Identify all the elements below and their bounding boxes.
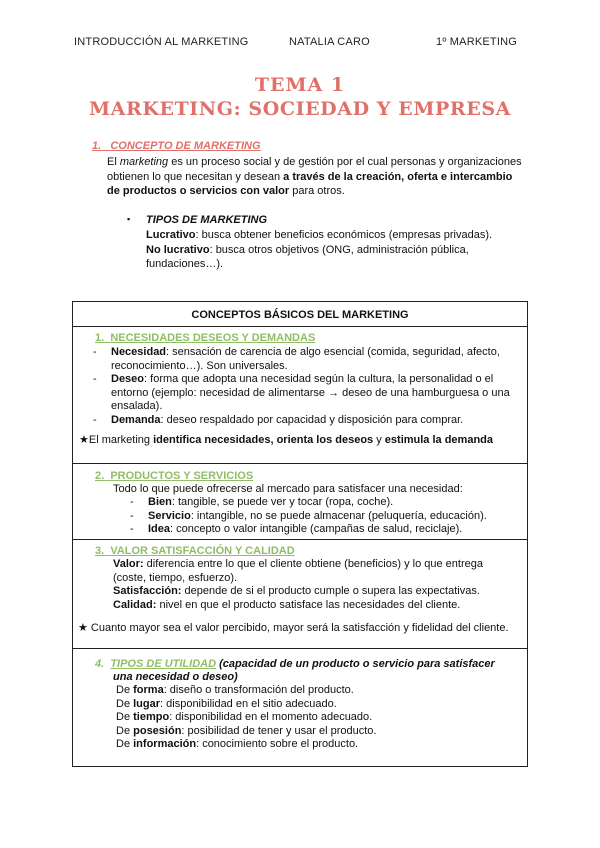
block3-note: ★ Cuanto mayor sea el valor percibido, mayor será la satisfacción y fidelidad del cliente. [78,622,509,634]
block1-list: - Necesidad: sensación de carencia de algo esencial (comida, seguridad, afecto, reconocimiento…). Son universales. - Deseo: forma que adopta una necesidad según la cultura, la personalidad o el entorno (ejemplo: necesidad de alimentarse → deseo de una hamburguesa o una ensalada). - Demanda: deseo respaldado por capacidad y disposición para comprar. [93,346,523,427]
header-subject: INTRODUCCIÓN AL MARKETING [74,36,249,48]
block4-heading-cont: una necesidad o deseo) [113,671,238,683]
list-item-bien: - Bien: tangible, se puede ver y tocar (ropa, coche). [130,496,394,508]
section1-paragraph [107,155,522,199]
list-item-deseo: - Deseo: forma que adopta una necesidad según la cultura, la personalidad o el [93,373,494,385]
item-calidad: Calidad: nivel en que el producto satisface las necesidades del cliente. [113,598,461,611]
utilidad-forma: De forma: diseño o transformación del producto. [116,684,354,696]
section1-heading [92,140,261,152]
section1-heading-text: CONCEPTO DE MARKETING [110,140,261,152]
section1-line2: obtienen lo que necesitan y desean a través de la creación, oferta e intercambio [107,170,513,183]
block1-heading: 1. NECESIDADES DESEOS Y DEMANDAS [95,332,316,344]
table-divider [72,463,528,464]
header-author: NATALIA CARO [289,36,370,48]
block3-list: Valor: diferencia entre lo que el cliente obtiene (beneficios) y lo que entrega (coste, tiempo, esfuerzo). Satisfacción: depende de si el producto cumple o supera las expectativas. Calidad: nivel en que el producto satisface las necesidades del cliente. [113,558,483,611]
item-satisfaccion: Satisfacción: depende de si el producto cumple o supera las expectativas. [113,585,480,597]
table-title: CONCEPTOS BÁSICOS DEL MARKETING [191,309,409,321]
block2-intro: Todo lo que puede ofrecerse al mercado para satisfacer una necesidad: [113,483,463,495]
section1-line3: de productos o servicios con valor para otros. [107,185,345,197]
table-divider [72,539,528,540]
header-course: 1º MARKETING [436,36,517,48]
tipos-list [146,228,492,272]
list-item-servicio: - Servicio: intangible, no se puede almacenar (peluquería, educación). [130,509,487,522]
section1-number: 1. [92,140,102,152]
tipos-bullet-icon: ▪ [127,214,131,224]
utilidad-tiempo: De tiempo: disponibilidad en el momento adecuado. [116,711,373,723]
utilidad-posesion: De posesión: posibilidad de tener y usar el producto. [116,724,377,737]
list-item-demanda: - Demanda: deseo respaldado por capacidad y disposición para comprar. [93,413,464,426]
block4-list [116,684,376,752]
tipo-no-lucrativo: No lucrativo: busca otros objetivos (ONG, administración pública, [146,243,469,256]
page-title-line1: TEMA 1 [254,74,346,96]
star-icon: ★ [78,622,88,634]
tipo-lucrativo: Lucrativo: busca obtener beneficios económicos (empresas privadas). [146,229,493,241]
section1-line1: El marketing es un proceso social y de gestión por el cual personas y organizaciones [107,156,522,168]
block1-note: ★El marketing identifica necesidades, orienta los deseos y estimula la demanda [79,434,494,446]
page-title-line2: MARKETING: SOCIEDAD Y EMPRESA [89,98,511,120]
star-icon: ★ [79,434,89,446]
block4-heading: 4. TIPOS DE UTILIDAD (capacidad de un producto o servicio para satisfacer [95,658,495,670]
utilidad-informacion: De información: conocimiento sobre el producto. [116,738,359,750]
block3-heading: 3. VALOR SATISFACCIÓN Y CALIDAD [95,545,295,557]
tipos-heading: TIPOS DE MARKETING [146,214,268,226]
list-item-idea: - Idea: concepto o valor intangible (campañas de salud, reciclaje). [130,523,463,535]
table-divider [72,326,528,327]
utilidad-lugar: De lugar: disponibilidad en el sitio adecuado. [116,697,337,710]
table-divider [72,648,528,649]
list-item-necesidad: - Necesidad: sensación de carencia de algo esencial (comida, seguridad, afecto, [93,346,500,358]
block2-heading: 2. PRODUCTOS Y SERVICIOS [95,470,254,482]
block2-list [130,496,487,537]
item-valor: Valor: diferencia entre lo que el cliente obtiene (beneficios) y lo que entrega [113,558,483,570]
tipo-no-lucrativo-cont: fundaciones…). [146,258,224,270]
